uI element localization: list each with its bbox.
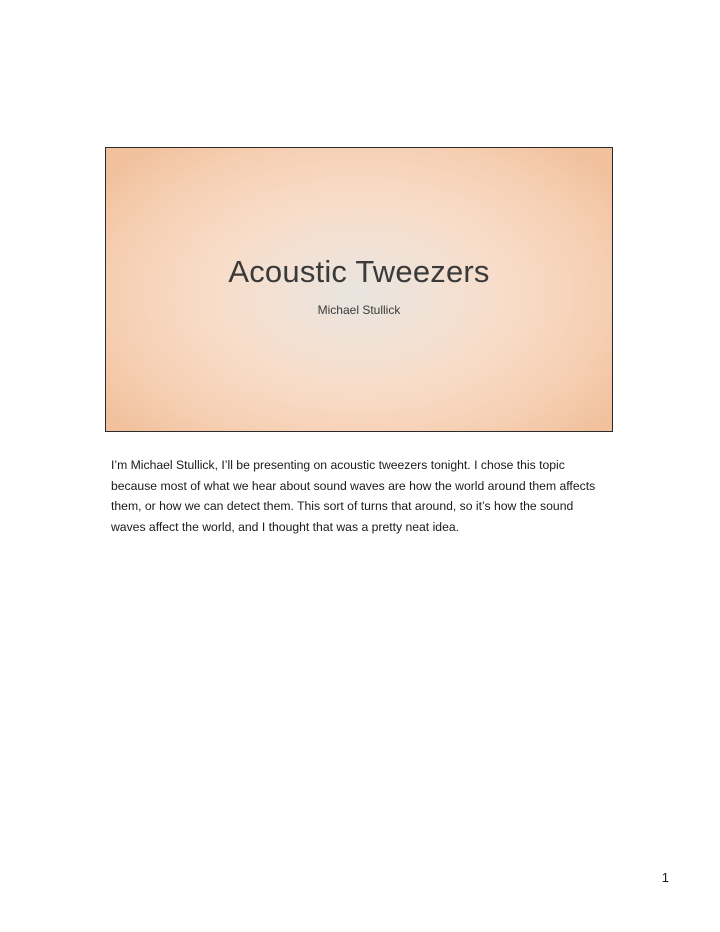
page-number: 1 bbox=[661, 870, 669, 885]
slide-subtitle: Michael Stullick bbox=[317, 303, 401, 317]
slide-title: Acoustic Tweezers bbox=[228, 254, 490, 289]
slide-thumbnail bbox=[105, 147, 613, 432]
speaker-notes: I’m Michael Stullick, I’ll be presenting on acoustic tweezers tonight. I chose this topic because most of what we hear about sound waves are how the world around them affects them, or how we can detect them. This sort of turns that around, so it’s how the sound waves affect the world, and I thought that was a pretty neat idea. bbox=[111, 458, 596, 534]
